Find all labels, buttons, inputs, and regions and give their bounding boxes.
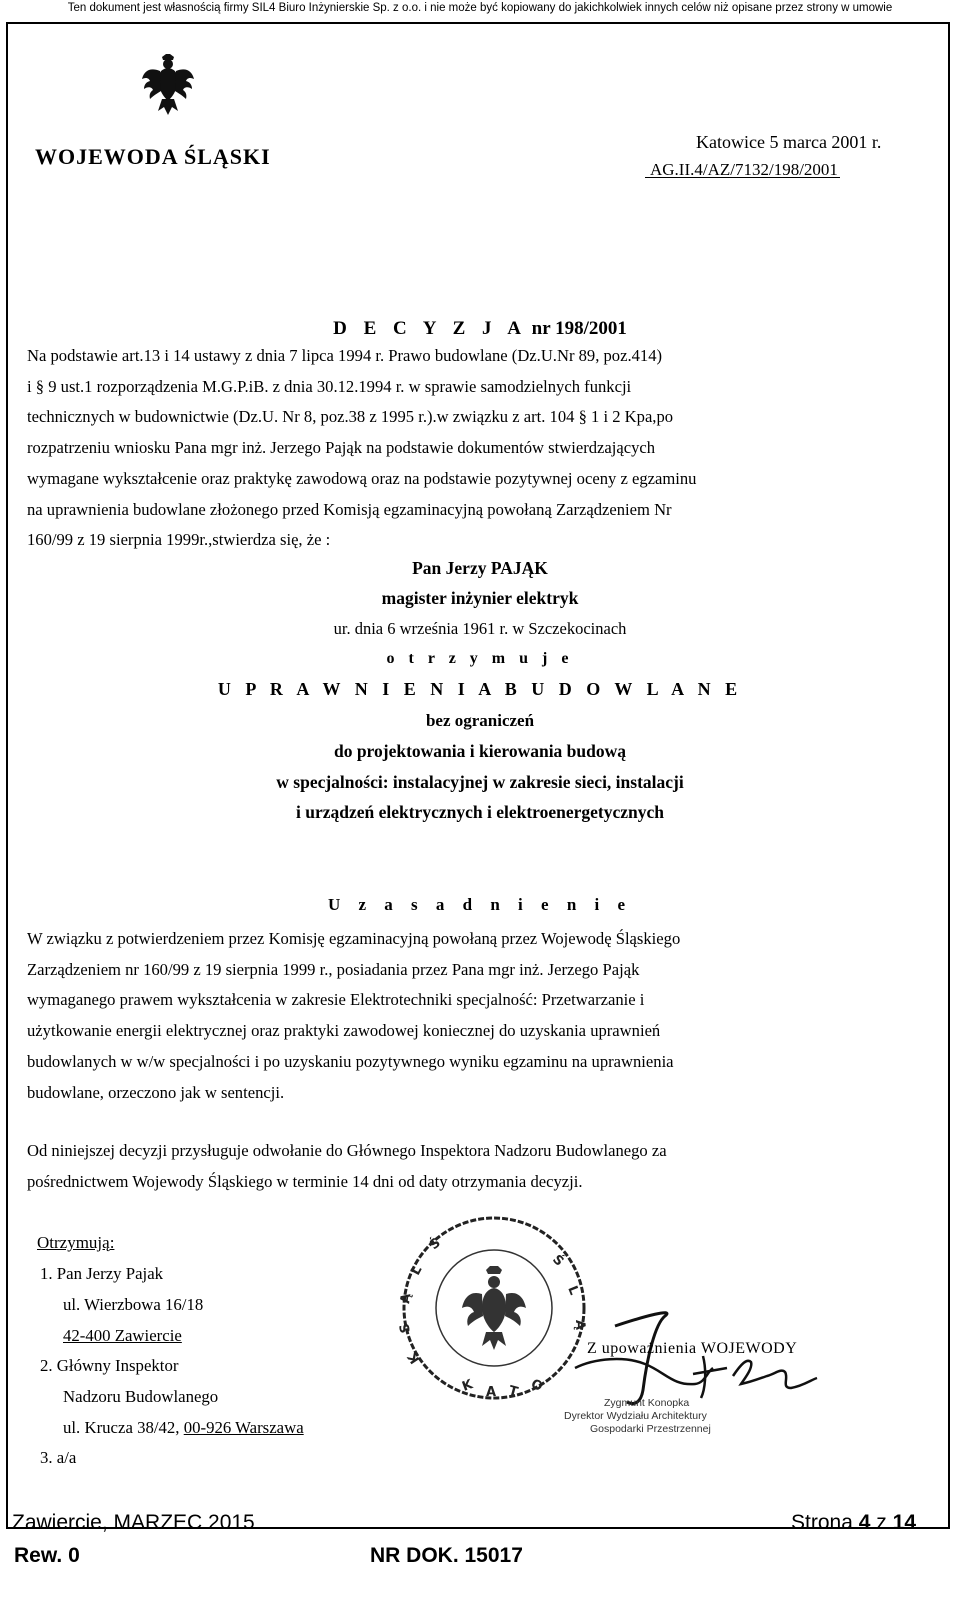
- reference-number: AG.II.4/AZ/7132/198/2001: [650, 160, 838, 179]
- recipient-3: 3. a/a: [40, 1448, 77, 1467]
- paragraph-line: na uprawnienia budowlane złożonego przed Komisją egzaminacyjną powołaną Zarządzeniem Nr: [27, 499, 672, 519]
- paragraph-line: i § 9 ust.1 rozporządzenia M.G.P.iB. z dnia 30.12.1994 r. w sprawie samodzielnych funkcji: [27, 376, 632, 396]
- permission-heading: U P R A W N I E N I A B U D O W L A N E: [217, 679, 743, 699]
- svg-text:Ą: Ą: [572, 1319, 588, 1331]
- authority-name: WOJEWODA ŚLĄSKI: [35, 144, 271, 169]
- paragraph-line: W związku z potwierdzeniem przez Komisję egzaminacyjną powołaną przez Wojewodę Śląskiego: [27, 929, 681, 948]
- recipient-2-name: 2. Główny Inspektor: [40, 1356, 179, 1375]
- recipient-2-street: ul. Krucza 38/42,: [63, 1418, 180, 1437]
- recipient-2-line2: Nadzoru Budowlanego: [63, 1387, 219, 1406]
- recipient-2-address: [63, 1418, 304, 1438]
- svg-text:Ś: Ś: [426, 1235, 444, 1254]
- recipient-1-name: 1. Pan Jerzy Pajak: [40, 1264, 164, 1283]
- paragraph-line: Od niniejszej decyzji przysługuje odwołanie do Głównego Inspektora Nadzoru Budowlanego za: [27, 1141, 667, 1160]
- paragraph-line: 160/99 z 19 sierpnia 1999r.,stwierdza się, że :: [27, 530, 331, 550]
- paragraph-line: budowlanych w w/w specjalności i po uzyskaniu pozytywnego wyniku egzaminu na uprawnienia: [27, 1051, 674, 1071]
- signatory-title-line: Dyrektor Wydziału Architektury: [564, 1410, 707, 1422]
- paragraph-line: użytkowanie energii elektrycznej oraz praktyki zawodowej koniecznej do uzyskania uprawnień: [27, 1021, 661, 1041]
- recipient-1-street: ul. Wierzbowa 16/18: [63, 1295, 204, 1314]
- justification-heading: U z a s a d n i e n i e: [327, 895, 633, 914]
- justification-paragraph: [27, 924, 680, 1108]
- page-total: 14: [892, 1511, 916, 1534]
- svg-text:A: A: [486, 1385, 497, 1400]
- receives-label: o t r z y m u j e: [386, 650, 574, 667]
- paragraph-line: pośrednictwem Wojewody Śląskiego w terminie 14 dni od daty otrzymania decyzji.: [27, 1171, 583, 1191]
- svg-text:Ą: Ą: [398, 1292, 415, 1305]
- decision-title-number: nr 198/2001: [531, 318, 627, 339]
- scope-line: w specjalności: instalacyjnej w zakresie sieci, instalacji: [276, 772, 684, 792]
- recipient-2-city: 00-926 Warszawa: [183, 1418, 304, 1437]
- page-current: 4: [858, 1511, 871, 1534]
- person-title: magister inżynier elektryk: [381, 588, 579, 608]
- eagle-emblem-icon: [140, 53, 196, 117]
- footer-page-number: [791, 1511, 916, 1535]
- signatory-title-line: Gospodarki Przestrzennej: [590, 1423, 711, 1435]
- paragraph-line: technicznych w budownictwie (Dz.U. Nr 8, poz.38 z 1995 r.).w związku z art. 104 § 1 i 2 Kpa,po: [27, 407, 674, 427]
- decision-title-prefix: D E C Y Z J A: [333, 318, 527, 339]
- svg-text:K: K: [460, 1377, 475, 1395]
- place-date: Katowice 5 marca 2001 r.: [696, 132, 882, 152]
- footer-location-date: Zawiercie, MARZEC 2015: [12, 1511, 255, 1534]
- paragraph-line: wymaganego prawem wykształcenia w zakresie Elektrotechniki specjalność: Przetwarzanie i: [27, 990, 645, 1010]
- paragraph-line: budowlane, orzeczono jak w sentencji.: [27, 1082, 285, 1102]
- svg-text:Ś: Ś: [549, 1252, 567, 1270]
- scope-line: do projektowania i kierowania budową: [333, 741, 627, 761]
- header-confidentiality-note: Ten dokument jest własnością firmy SIL4 Biuro Inżynierskie Sp. z o.o. i nie może być kopiowany do jakichkolwiek innych celów niż opisane przez strony w umowie: [67, 2, 893, 14]
- svg-text:S: S: [397, 1321, 414, 1335]
- paragraph-line: Zarządzeniem nr 160/99 z 19 sierpnia 1999 r., posiadania przez Pana mgr inż. Jerzego Pająk: [27, 959, 640, 979]
- page-word: Strona: [791, 1511, 853, 1534]
- appeal-paragraph: [27, 1136, 667, 1197]
- scope-line: i urządzeń elektrycznych i elektroenergetycznych: [295, 802, 665, 822]
- birth-info: ur. dnia 6 września 1961 r. w Szczekocinach: [333, 619, 627, 638]
- decision-title: [0, 318, 960, 340]
- svg-text:L: L: [408, 1263, 426, 1278]
- paragraph-line: wymagane wykształcenie oraz praktykę zawodową oraz na podstawie pozytywnej oceny z egzaminu: [27, 468, 697, 488]
- page-separator: z: [876, 1511, 887, 1534]
- svg-text:O: O: [528, 1376, 546, 1395]
- revision-label: Rew. 0: [14, 1544, 80, 1567]
- signatory-block: [564, 1397, 711, 1436]
- legal-basis-paragraph: [27, 341, 696, 556]
- restriction-text: bez ograniczeń: [425, 711, 535, 730]
- svg-text:L: L: [564, 1283, 582, 1298]
- person-name: Pan Jerzy PAJĄK: [412, 558, 548, 578]
- paragraph-line: rozpatrzeniu wniosku Pana mgr inż. Jerzego Pająk na podstawie dokumentów stwierdzających: [27, 438, 656, 458]
- paragraph-line: Na podstawie art.13 i 14 ustawy z dnia 7 lipca 1994 r. Prawo budowlane (Dz.U.Nr 89, poz.414): [27, 346, 663, 365]
- svg-text:K: K: [405, 1349, 424, 1367]
- svg-text:T: T: [506, 1383, 520, 1401]
- authorization-line: Z upoważnienia WOJEWODY: [587, 1340, 798, 1357]
- document-number: NR DOK. 15017: [370, 1544, 523, 1567]
- recipient-1-city: 42-400 Zawiercie: [63, 1326, 182, 1345]
- signatory-name: Zygmunt Konopka: [604, 1397, 690, 1409]
- recipients-heading: Otrzymują:: [37, 1233, 115, 1252]
